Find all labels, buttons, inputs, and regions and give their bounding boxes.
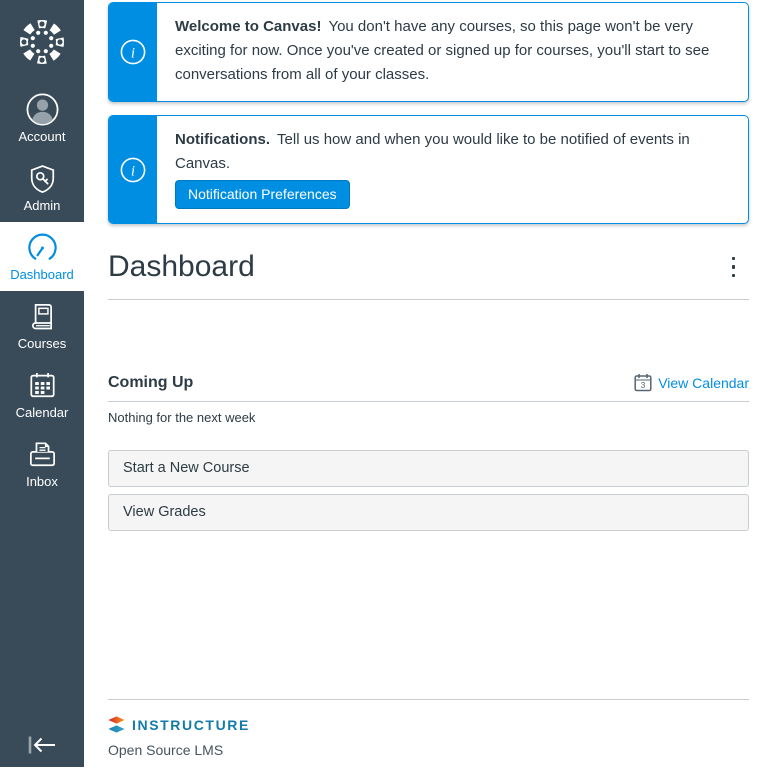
notification-preferences-button[interactable]: Notification Preferences: [175, 180, 350, 209]
sidebar-item-label: Admin: [23, 198, 61, 213]
mini-calendar-icon: [634, 373, 652, 392]
calendar-icon: [27, 367, 58, 403]
book-icon: [27, 298, 58, 334]
svg-text:3: 3: [640, 380, 646, 390]
alert-message: You don't have any courses, so this page won't be very exciting for now. Once you've created or signed up for courses, you'll start to see conversations from all of your classes.: [175, 18, 710, 83]
global-nav-sidebar: [0, 0, 84, 767]
view-calendar-link[interactable]: [634, 373, 749, 392]
sidebar-item-label: Dashboard: [10, 267, 74, 282]
welcome-alert: [108, 2, 749, 102]
page-title: Dashboard: [108, 250, 255, 283]
canvas-logo[interactable]: [17, 0, 67, 84]
inbox-tray-icon: [27, 436, 58, 472]
info-icon: [119, 38, 147, 66]
alert-message: Tell us how and when you would like to be notified of events in Canvas.: [175, 131, 690, 172]
info-icon: [119, 156, 147, 184]
sidebar-item-label: Inbox: [26, 474, 58, 489]
shield-key-icon: [27, 160, 58, 196]
user-avatar-icon: [25, 91, 60, 127]
instructure-brand-name: INSTRUCTURE: [132, 716, 250, 733]
alert-stripe: [109, 3, 157, 101]
instructure-logo-icon: [108, 716, 125, 733]
coming-up-header: [108, 373, 749, 392]
footer: [108, 699, 749, 773]
svg-text:i: i: [130, 45, 136, 62]
alert-stripe: [109, 116, 157, 223]
sidebar-item-admin[interactable]: [0, 153, 84, 222]
notifications-alert: [108, 115, 749, 224]
canvas-logo-icon: [17, 17, 67, 67]
start-new-course-button[interactable]: Start a New Course: [108, 450, 749, 487]
view-grades-button[interactable]: View Grades: [108, 494, 749, 531]
coming-up-title: Coming Up: [108, 374, 194, 391]
alert-action-row: [175, 180, 730, 209]
action-button-stack: [108, 450, 749, 531]
page-header: [108, 250, 749, 284]
dashboard-options-button[interactable]: [724, 251, 744, 284]
collapse-left-icon: [24, 734, 60, 756]
sidebar-item-label: Account: [18, 129, 66, 144]
footer-divider: [108, 699, 749, 700]
coming-up-divider: [108, 401, 749, 402]
alert-title: Notifications.: [175, 131, 271, 148]
collapse-sidebar-button[interactable]: [0, 730, 84, 760]
alert-title: Welcome to Canvas!: [175, 18, 322, 35]
sidebar-item-account[interactable]: [0, 84, 84, 153]
sidebar-item-courses[interactable]: [0, 291, 84, 360]
svg-text:i: i: [130, 163, 136, 179]
footer-tagline: Open Source LMS: [108, 742, 224, 758]
coming-up-section: [108, 373, 749, 426]
view-calendar-label: View Calendar: [658, 374, 749, 391]
kebab-menu-icon: [732, 257, 736, 261]
sidebar-item-label: Courses: [17, 336, 67, 351]
sidebar-item-dashboard[interactable]: [0, 222, 84, 291]
sidebar-item-inbox[interactable]: [0, 429, 84, 498]
instructure-brand[interactable]: [108, 716, 749, 733]
main-content: [84, 0, 774, 773]
sidebar-item-label: Calendar: [15, 405, 69, 420]
alert-body: [157, 3, 748, 101]
header-divider: [108, 299, 749, 300]
sidebar-item-calendar[interactable]: [0, 360, 84, 429]
gauge-icon: [26, 229, 59, 265]
coming-up-empty-message: Nothing for the next week: [108, 410, 256, 425]
alert-body: [157, 116, 748, 223]
